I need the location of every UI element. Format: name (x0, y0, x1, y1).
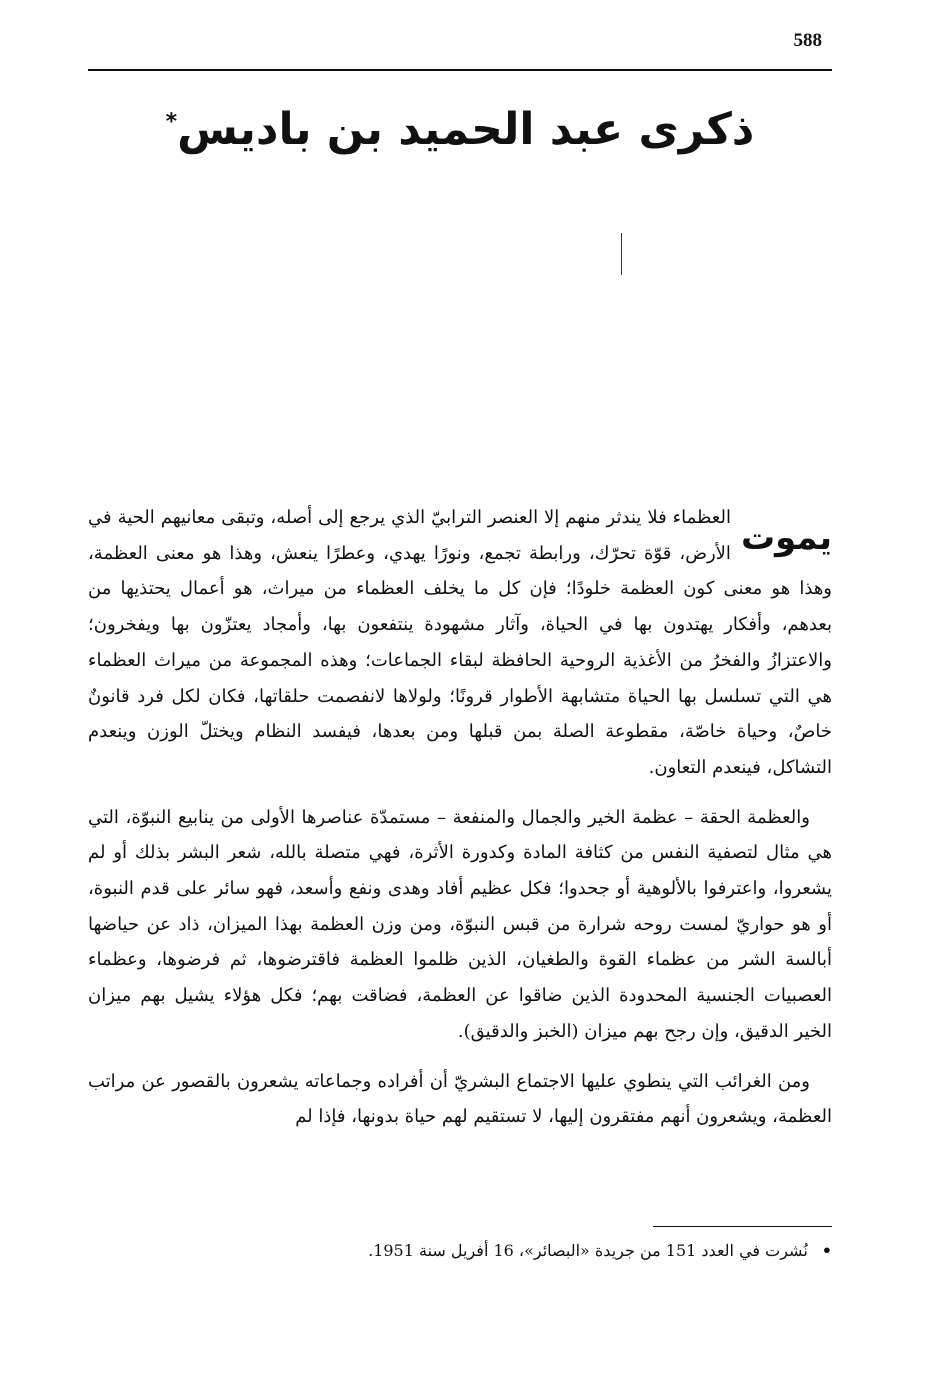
paragraph-1-text: العظماء فلا يندثر منهم إلا العنصر الترابيّ الذي يرجع إلى أصله، وتبقى معانيهم الحية في الأرض، قوّة تحرّك، ورابطة تجمع، ونورًا يهدي، وعطرًا ينعش، وهذا هو معنى العظمة، وهذا هو معنى كون العظمة خلودًا؛ فإن كل ما يخلف العظماء من ميراث، هو أعمال يحتذيها من بعدهم، وأفكار يهتدون بها في الحياة، وآثار مشهودة ينتفعون بها، وأمجاد يعتزّون بها ويفخرون؛ والاعتزازُ والفخرُ من الأغذية الروحية الحافظة لبقاء الجماعات؛ وهذه المجموعة من ميراث العظماء هي التي تسلسل بها الحياة متشابهة الأطوار قرونًا؛ ولولاها لانفصمت حلقاتها، فكان لكل فرد قانونٌ خاصٌ، وحياة خاصّة، مقطوعة الصلة بمن قبلها ومن بعدها، فيفسد النظام ويختلّ الوزن وينعدم التشاكل، فينعدم التعاون. (88, 507, 832, 778)
footnote-bullet: • (821, 1241, 832, 1260)
paragraph-2: والعظمة الحقة – عظمة الخير والجمال والمنفعة – مستمدّة عناصرها الأولى من ينابيع النبوّة، التي هي مثال لتصفية النفس من كثافة المادة وكدورة الأثرة، فهي متصلة بالله، شعر البشر بذلك أو لم يشعروا، واعترفوا بالألوهية أو جحدوا؛ فكل عظيم أفاد وهدى ونفع وأسعد، فهو سائر على قدم النبوة، أو هو حواريّ لمست روحه شرارة من قبس النبوّة، ومن وزن العظمة بهذا الميزان، ذاد عن حياضها أبالسة الشر من عظماء القوة والطغيان، الذين ظلموا العظمة فاقترضوها، ثم فرضوها، وعظماء العصبيات الجنسية المحدودة الذين ضاقوا عن العظمة، فضاقت بهم؛ فكل هؤلاء يشيل بهم ميزان الخير الدقيق، وإن رجح بهم ميزان (الخبز والدقيق). (88, 806, 832, 1042)
footnote-rule (653, 1226, 832, 1227)
page-number: 588 (793, 30, 822, 51)
paragraph-1 (88, 500, 832, 786)
paragraph-3: ومن الغرائب التي ينطوي عليها الاجتماع البشريّ أن أفراده وجماعاته يشعرون بالقصور عن مراتب العظمة، ويشعرون أنهم مفتقرون إليها، لا تستقيم لهم حياة بدونها، فإذا لم (88, 1070, 832, 1128)
title-text: ذكرى عبد الحميد بن باديس (177, 104, 755, 155)
article-title (88, 104, 832, 157)
header-rule (88, 69, 832, 71)
margin-mark (621, 233, 622, 275)
article-body (88, 500, 832, 1149)
footnote-text: نُشرت في العدد 151 من جريدة «البصائر»، 16 أفريل سنة 1951. (368, 1241, 808, 1260)
footnote (88, 1238, 832, 1264)
title-footnote-marker: * (165, 109, 178, 135)
dropcap-word: يموت (740, 518, 832, 558)
